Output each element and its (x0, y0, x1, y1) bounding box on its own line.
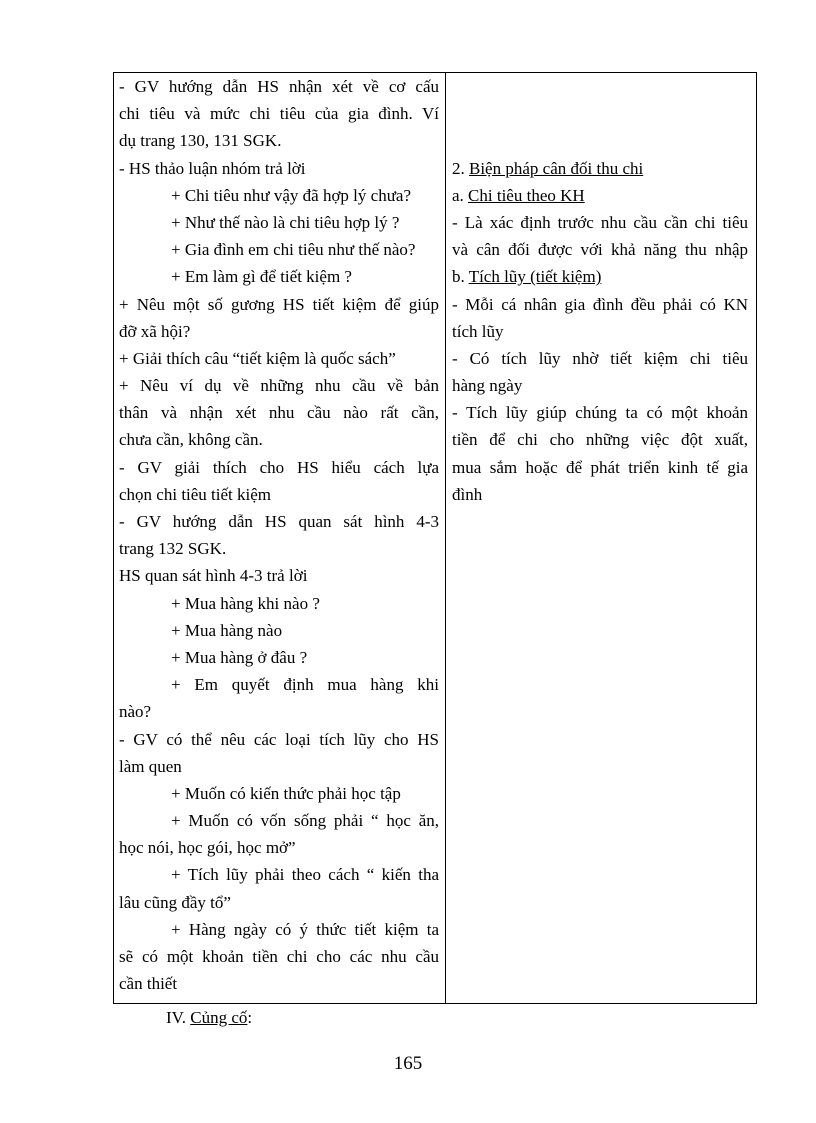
left-line: + Hàng ngày có ý thức tiết kiệm ta (171, 919, 439, 939)
teacher-activities-column (114, 73, 446, 1003)
section-colon: : (247, 1008, 253, 1027)
right-heading-line (452, 263, 748, 290)
right-line (452, 236, 748, 263)
column-spacer (452, 73, 748, 155)
left-line: + Muốn có kiến thức phải học tập (171, 783, 401, 803)
right-line (452, 399, 748, 426)
left-line: sẽ có một khoản tiền chi cho các nhu cầu (119, 947, 439, 966)
heading-number: b. (452, 267, 469, 287)
left-line: thân và nhận xét nhu cầu nào rất cần, (119, 403, 439, 423)
left-line: - GV có thể nêu các loại tích lũy cho HS (119, 729, 439, 749)
left-line: + Gia đình em chi tiêu như thế nào? (171, 240, 416, 260)
left-line: + Tích lũy phải theo cách “ kiến tha (171, 865, 439, 885)
line-text: - Có tích lũy nhờ tiết kiệm chi tiêu (452, 348, 748, 368)
section-heading-consolidation (166, 1004, 252, 1031)
line-text: - Là xác định trước nhu cầu cần chi tiêu (452, 212, 748, 232)
left-line: đỡ xã hội? (119, 321, 191, 341)
right-line (452, 345, 748, 372)
section-title: Củng cố (190, 1008, 248, 1027)
heading-number: 2. (452, 158, 469, 178)
heading-text: Chi tiêu theo KH (468, 185, 585, 205)
lesson-content-column (446, 73, 756, 1003)
right-heading-line (452, 182, 748, 209)
line-text: tích lũy (452, 321, 504, 341)
left-line: chi tiêu và mức chi tiêu của gia đình. Ví (119, 104, 439, 124)
heading-number: a. (452, 185, 469, 205)
left-line: làm quen (119, 756, 182, 776)
lesson-table (113, 72, 757, 1004)
right-heading-line (452, 155, 748, 182)
line-text: đình (452, 484, 483, 504)
left-line: + Em quyết định mua hàng khi (171, 675, 439, 695)
right-line (452, 454, 748, 481)
right-line (452, 372, 748, 399)
left-line: cần thiết (119, 974, 178, 994)
left-line: + Nêu ví dụ về những nhu cầu về bản (119, 376, 439, 396)
line-text: mua sắm hoặc để phát triển kinh tế gia (452, 457, 748, 477)
left-line: + Mua hàng nào (171, 620, 283, 640)
heading-text: Tích lũy (tiết kiệm) (468, 267, 602, 287)
left-line: + Muốn có vốn sống phải “ học ăn, (171, 811, 439, 831)
right-line (452, 426, 748, 453)
right-line (452, 291, 748, 318)
left-line: - GV hướng dẫn HS quan sát hình 4-3 (119, 512, 439, 531)
section-number: IV. (166, 1008, 191, 1027)
right-line (452, 209, 748, 236)
line-text: - Tích lũy giúp chúng ta có một khoản (452, 403, 748, 423)
left-line: + Chi tiêu như vậy đã hợp lý chưa? (171, 185, 412, 205)
left-line: lâu cũng đầy tổ” (119, 892, 231, 912)
right-line (452, 318, 748, 345)
left-line: dụ trang 130, 131 SGK. (119, 131, 282, 151)
right-line (452, 481, 748, 508)
left-line: nào? (119, 702, 152, 722)
line-text: tiền để chi cho những việc đột xuất, (452, 430, 748, 450)
left-line: HS quan sát hình 4-3 trả lời (119, 566, 308, 586)
line-text: - Mỗi cá nhân gia đình đều phải có KN (452, 294, 748, 314)
left-line: + Mua hàng khi nào ? (171, 593, 320, 613)
left-line: + Giải thích câu “tiết kiệm là quốc sách” (119, 348, 396, 368)
page-number: 165 (393, 1053, 423, 1074)
left-line: + Như thế nào là chi tiêu hợp lý ? (171, 212, 400, 232)
heading-text: Biện pháp cân đối thu chi (469, 158, 644, 178)
left-line: - GV hướng dẫn HS nhận xét về cơ cấu (119, 77, 439, 96)
left-line: + Em làm gì để tiết kiệm ? (171, 267, 352, 287)
left-line: + Nêu một số gương HS tiết kiệm để giúp (119, 294, 439, 314)
left-line: - GV giải thích cho HS hiểu cách lựa (119, 457, 439, 477)
left-line: chưa cần, không cần. (119, 430, 263, 450)
left-line: trang 132 SGK. (119, 539, 227, 559)
left-line: - HS thảo luận nhóm trả lời (119, 158, 306, 178)
line-text: hàng ngày (452, 376, 523, 396)
line-text: và cân đối được với khả năng thu nhập (452, 240, 748, 260)
left-line: chọn chi tiêu tiết kiệm (119, 484, 272, 504)
left-line: + Mua hàng ở đâu ? (171, 647, 308, 667)
left-line: học nói, học gói, học mở” (119, 838, 296, 858)
